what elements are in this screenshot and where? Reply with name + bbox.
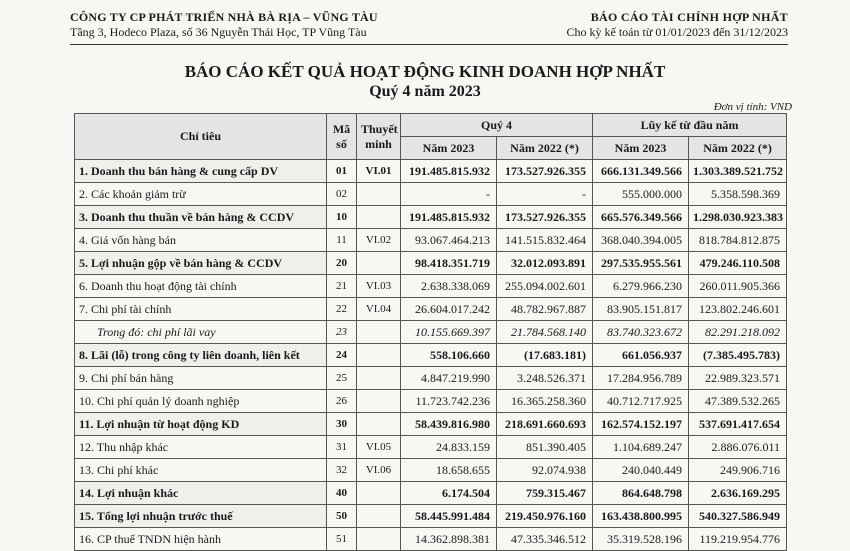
table-row: [75, 275, 787, 298]
row-q4-2023: 191.485.815.932: [401, 206, 497, 229]
col-header-q4: Quý 4: [401, 114, 593, 137]
row-note: [357, 482, 401, 505]
row-ytd-2023: 17.284.956.789: [593, 367, 689, 390]
table-row: [75, 298, 787, 321]
table-row: [75, 183, 787, 206]
row-ytd-2022: 1.298.030.923.383: [689, 206, 787, 229]
row-label: 4. Giá vốn hàng bán: [75, 229, 327, 252]
company-name: CÔNG TY CP PHÁT TRIỂN NHÀ BÀ RỊA – VŨNG TÀU: [70, 10, 378, 24]
col-header-q4-2022: Năm 2022 (*): [497, 137, 593, 160]
row-code: 22: [327, 298, 357, 321]
row-ytd-2023: 661.056.937: [593, 344, 689, 367]
row-note: [357, 252, 401, 275]
row-q4-2023: 2.638.338.069: [401, 275, 497, 298]
row-note: [357, 505, 401, 528]
row-q4-2022: -: [497, 183, 593, 206]
row-note: [357, 390, 401, 413]
row-ytd-2022: 537.691.417.654: [689, 413, 787, 436]
row-q4-2023: 93.067.464.213: [401, 229, 497, 252]
col-header-q4-2023: Năm 2023: [401, 137, 497, 160]
row-ytd-2022: 2.886.076.011: [689, 436, 787, 459]
row-q4-2022: 851.390.405: [497, 436, 593, 459]
company-address: Tầng 3, Hodeco Plaza, số 36 Nguyễn Thái Học, TP Vũng Tàu: [70, 25, 367, 39]
row-code: 01: [327, 160, 357, 183]
row-ytd-2022: 22.989.323.571: [689, 367, 787, 390]
row-label: 11. Lợi nhuận từ hoạt động KD: [75, 413, 327, 436]
row-code: 26: [327, 390, 357, 413]
row-ytd-2023: 666.131.349.566: [593, 160, 689, 183]
row-ytd-2022: 249.906.716: [689, 459, 787, 482]
row-label: 9. Chi phí bán hàng: [75, 367, 327, 390]
row-q4-2023: 6.174.504: [401, 482, 497, 505]
row-q4-2023: 4.847.219.990: [401, 367, 497, 390]
row-ytd-2022: 123.802.246.601: [689, 298, 787, 321]
row-q4-2023: 26.604.017.242: [401, 298, 497, 321]
row-ytd-2023: 240.040.449: [593, 459, 689, 482]
row-label: 7. Chi phí tài chính: [75, 298, 327, 321]
company-header: [70, 10, 378, 40]
row-code: 02: [327, 183, 357, 206]
row-ytd-2022: 540.327.586.949: [689, 505, 787, 528]
report-subtitle: Quý 4 năm 2023: [369, 83, 481, 100]
row-code: 10: [327, 206, 357, 229]
row-q4-2023: 98.418.351.719: [401, 252, 497, 275]
row-ytd-2023: 162.574.152.197: [593, 413, 689, 436]
table-row: [75, 390, 787, 413]
row-code: 31: [327, 436, 357, 459]
row-ytd-2023: 83.740.323.672: [593, 321, 689, 344]
row-ytd-2023: 83.905.151.817: [593, 298, 689, 321]
col-header-ytd-2023: Năm 2023: [593, 137, 689, 160]
row-note: [357, 183, 401, 206]
row-code: 51: [327, 528, 357, 551]
row-q4-2023: 24.833.159: [401, 436, 497, 459]
row-ytd-2023: 6.279.966.230: [593, 275, 689, 298]
table-row: [75, 367, 787, 390]
row-q4-2022: 218.691.660.693: [497, 413, 593, 436]
table-row: [75, 413, 787, 436]
col-header-ytd: Lũy kế từ đầu năm: [593, 114, 787, 137]
row-ytd-2022: (7.385.495.783): [689, 344, 787, 367]
row-code: 24: [327, 344, 357, 367]
row-q4-2022: 3.248.526.371: [497, 367, 593, 390]
row-label: 2. Các khoản giảm trừ: [75, 183, 327, 206]
report-period: Cho kỳ kế toán từ 01/01/2023 đến 31/12/2023: [566, 25, 788, 39]
row-code: 25: [327, 367, 357, 390]
row-note: [357, 367, 401, 390]
row-q4-2023: 58.445.991.484: [401, 505, 497, 528]
row-note: VI.01: [357, 160, 401, 183]
row-q4-2023: 18.658.655: [401, 459, 497, 482]
row-ytd-2022: 82.291.218.092: [689, 321, 787, 344]
row-label: 6. Doanh thu hoạt động tài chính: [75, 275, 327, 298]
row-q4-2023: 58.439.816.980: [401, 413, 497, 436]
row-ytd-2022: 479.246.110.508: [689, 252, 787, 275]
table-row: [75, 344, 787, 367]
col-header-item: Chỉ tiêu: [75, 114, 327, 160]
row-code: 30: [327, 413, 357, 436]
row-ytd-2023: 665.576.349.566: [593, 206, 689, 229]
row-label: 10. Chi phí quản lý doanh nghiệp: [75, 390, 327, 413]
col-header-ytd-2022: Năm 2022 (*): [689, 137, 787, 160]
table-row: [75, 436, 787, 459]
header-divider: [70, 44, 788, 45]
row-note: [357, 528, 401, 551]
row-label: 8. Lãi (lỗ) trong công ty liên doanh, liên kết: [75, 344, 327, 367]
row-ytd-2022: 47.389.532.265: [689, 390, 787, 413]
row-label: 16. CP thuế TNDN hiện hành: [75, 528, 327, 551]
row-q4-2022: 255.094.002.601: [497, 275, 593, 298]
row-q4-2022: 32.012.093.891: [497, 252, 593, 275]
row-ytd-2022: 818.784.812.875: [689, 229, 787, 252]
row-note: [357, 206, 401, 229]
row-ytd-2023: 40.712.717.925: [593, 390, 689, 413]
row-note: VI.03: [357, 275, 401, 298]
row-code: 40: [327, 482, 357, 505]
table-row: [75, 252, 787, 275]
table-row: [75, 459, 787, 482]
row-ytd-2023: 163.438.800.995: [593, 505, 689, 528]
row-note: VI.02: [357, 229, 401, 252]
row-label: 13. Chi phí khác: [75, 459, 327, 482]
table-row: [75, 505, 787, 528]
report-header: [567, 10, 789, 40]
row-q4-2023: 558.106.660: [401, 344, 497, 367]
row-note: VI.06: [357, 459, 401, 482]
table-row: [75, 528, 787, 551]
row-ytd-2022: 119.219.954.776: [689, 528, 787, 551]
row-ytd-2023: 368.040.394.005: [593, 229, 689, 252]
table-row: [75, 482, 787, 505]
row-label: 5. Lợi nhuận gộp về bán hàng & CCDV: [75, 252, 327, 275]
row-q4-2022: (17.683.181): [497, 344, 593, 367]
row-q4-2022: 173.527.926.355: [497, 160, 593, 183]
row-code: 21: [327, 275, 357, 298]
col-header-code: Mã số: [327, 114, 357, 160]
row-q4-2023: 10.155.669.397: [401, 321, 497, 344]
row-code: 32: [327, 459, 357, 482]
row-q4-2022: 48.782.967.887: [497, 298, 593, 321]
row-q4-2023: 14.362.898.381: [401, 528, 497, 551]
row-note: [357, 413, 401, 436]
row-q4-2022: 219.450.976.160: [497, 505, 593, 528]
table-body: [75, 160, 787, 551]
row-code: 11: [327, 229, 357, 252]
col-header-note: Thuyết minh: [357, 114, 401, 160]
row-note: VI.04: [357, 298, 401, 321]
row-q4-2022: 759.315.467: [497, 482, 593, 505]
row-q4-2022: 21.784.568.140: [497, 321, 593, 344]
row-ytd-2022: 1.303.389.521.752: [689, 160, 787, 183]
currency-unit: Đơn vị tính: VND: [713, 101, 792, 113]
row-note: VI.05: [357, 436, 401, 459]
row-code: 50: [327, 505, 357, 528]
row-q4-2022: 47.335.346.512: [497, 528, 593, 551]
row-note: [357, 344, 401, 367]
row-code: 23: [327, 321, 357, 344]
report-title: BÁO CÁO KẾT QUẢ HOẠT ĐỘNG KINH DOANH HỢP NHẤT: [184, 62, 666, 81]
row-ytd-2023: 864.648.798: [593, 482, 689, 505]
row-q4-2023: 11.723.742.236: [401, 390, 497, 413]
row-ytd-2023: 35.319.528.196: [593, 528, 689, 551]
row-ytd-2023: 297.535.955.561: [593, 252, 689, 275]
row-q4-2022: 173.527.926.355: [497, 206, 593, 229]
row-ytd-2022: 2.636.169.295: [689, 482, 787, 505]
row-q4-2023: -: [401, 183, 497, 206]
row-label: Trong đó: chi phí lãi vay: [75, 321, 327, 344]
row-ytd-2022: 260.011.905.366: [689, 275, 787, 298]
row-label: 15. Tổng lợi nhuận trước thuế: [75, 505, 327, 528]
row-ytd-2022: 5.358.598.369: [689, 183, 787, 206]
row-label: 3. Doanh thu thuần về bán hàng & CCDV: [75, 206, 327, 229]
row-q4-2022: 16.365.258.360: [497, 390, 593, 413]
row-ytd-2023: 1.104.689.247: [593, 436, 689, 459]
row-q4-2022: 141.515.832.464: [497, 229, 593, 252]
row-label: 14. Lợi nhuận khác: [75, 482, 327, 505]
report-title-block: [0, 62, 850, 102]
table-row: [75, 206, 787, 229]
income-statement-table: [74, 113, 787, 551]
report-type: BÁO CÁO TÀI CHÍNH HỢP NHẤT: [590, 10, 788, 24]
row-q4-2023: 191.485.815.932: [401, 160, 497, 183]
table-row: [75, 229, 787, 252]
row-code: 20: [327, 252, 357, 275]
row-ytd-2023: 555.000.000: [593, 183, 689, 206]
row-label: 1. Doanh thu bán hàng & cung cấp DV: [75, 160, 327, 183]
row-label: 12. Thu nhập khác: [75, 436, 327, 459]
row-note: [357, 321, 401, 344]
table-row: [75, 160, 787, 183]
row-q4-2022: 92.074.938: [497, 459, 593, 482]
table-row: [75, 321, 787, 344]
